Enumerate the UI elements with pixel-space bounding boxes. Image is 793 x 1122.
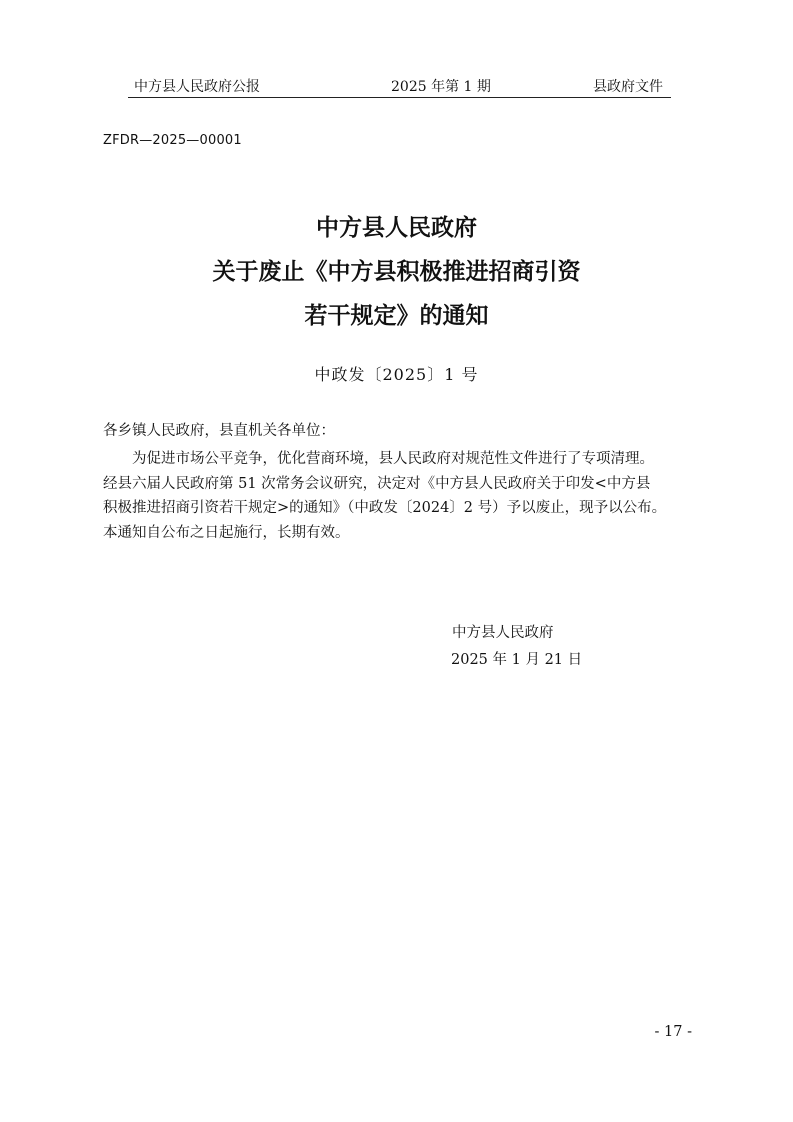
body-line: 本通知自公布之日起施行，长期有效。 [103, 524, 350, 541]
title-line-1: 中方县人民政府 [316, 215, 477, 241]
header-publication-name: 中方县人民政府公报 [134, 79, 260, 95]
body-line: 为促进市场公平竞争，优化营商环境，县人民政府对规范性文件进行了专项清理。 [132, 451, 654, 467]
document-code: ZFDR—2025—00001 [103, 133, 242, 148]
signature-organization: 中方县人民政府 [452, 625, 554, 641]
document-number: 中政发〔2025〕1 号 [314, 365, 479, 384]
signature-date: 2025 年 1 月 21 日 [451, 652, 583, 668]
body-paragraph [103, 447, 692, 545]
running-header [128, 79, 671, 98]
header-section: 县政府文件 [593, 79, 663, 95]
body-line: 经县六届人民政府第 51 次常务会议研究，决定对《中方县人民政府关于印发<中方县 [103, 475, 651, 492]
salutation: 各乡镇人民政府，县直机关各单位： [103, 423, 335, 439]
body-line: 积极推进招商引资若干规定>的通知》（中政发〔2024〕2 号）予以废止，现予以公布。 [103, 500, 667, 516]
title-line-2: 关于废止《中方县积极推进招商引资 [212, 259, 581, 285]
page-number: - 17 - [654, 1024, 692, 1040]
title-line-3: 若干规定》的通知 [304, 303, 489, 329]
header-issue: 2025 年第 1 期 [391, 79, 491, 95]
